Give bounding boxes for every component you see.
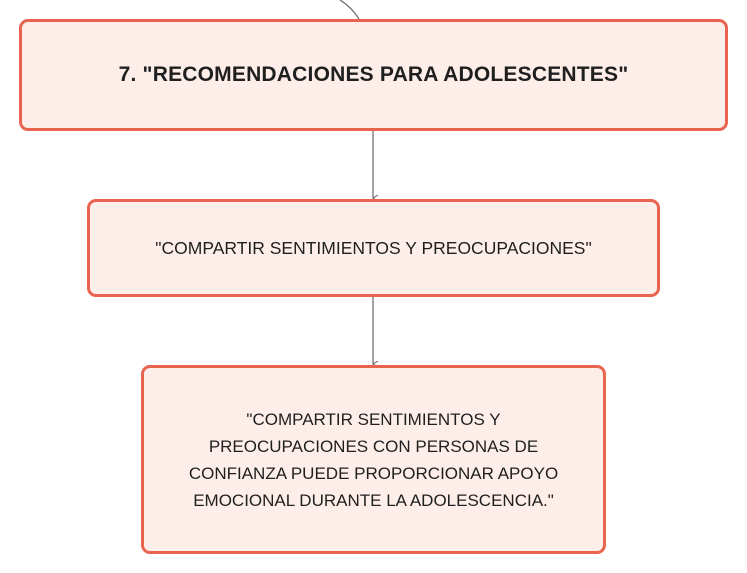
connector-parent-to-recommendations [340, 0, 359, 19]
node-recommendations-title-text: 7. "RECOMENDACIONES PARA ADOLESCENTES" [118, 63, 629, 86]
node-recommendations-title[interactable] [19, 19, 728, 131]
node-share-feelings-detail-text: "COMPARTIR SENTIMIENTOS Y PREOCUPACIONES CON PERSONAS DE CONFIANZA PUEDE PROPORCIONAR APOYO EMOCIONAL DURANTE LA ADOLESCENCIA." [188, 409, 559, 510]
node-share-feelings[interactable] [87, 199, 660, 297]
node-share-feelings-text: "COMPARTIR SENTIMIENTOS Y PREOCUPACIONES" [155, 237, 592, 258]
node-share-feelings-detail[interactable] [141, 365, 606, 554]
